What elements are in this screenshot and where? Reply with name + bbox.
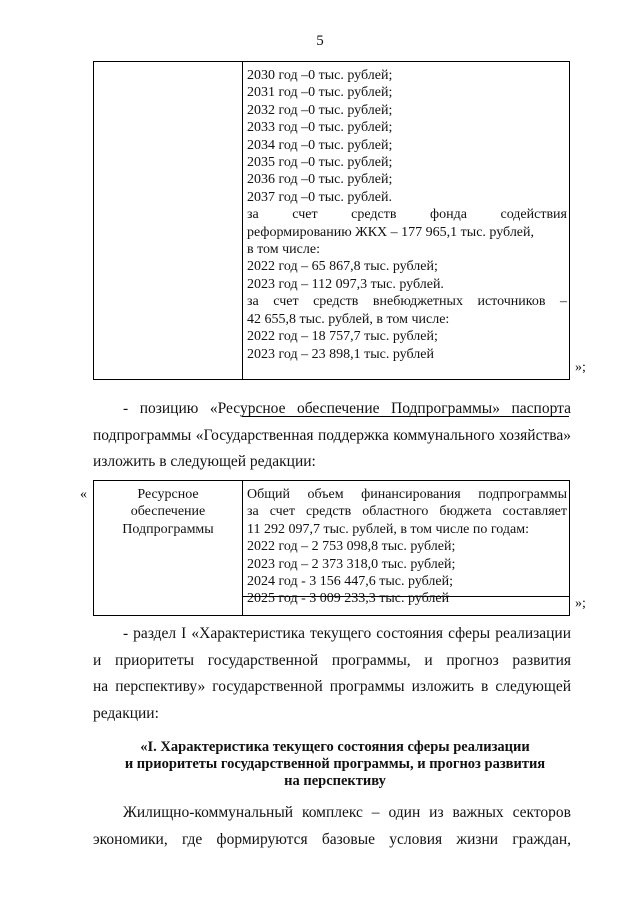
funding-line: 2022 год – 2 753 098,8 тыс. рублей; <box>247 539 456 555</box>
page-number: 5 <box>316 33 324 49</box>
funding-line: 42 655,8 тыс. рублей, в том числе: <box>247 311 450 327</box>
closing-quote: »; <box>575 596 586 611</box>
funding-line: 2036 год –0 тыс. рублей; <box>247 172 393 188</box>
label-line: Подпрограммы <box>122 521 214 537</box>
heading-line: на перспективу <box>284 773 386 789</box>
heading-line: и приоритеты государственной программы, и прогноз развития <box>124 756 546 772</box>
table-cell-label <box>94 486 242 538</box>
funding-line: 2023 год – 2 373 318,0 тыс. рублей; <box>247 556 456 572</box>
amendment-paragraph-2 <box>93 621 571 727</box>
paragraph-line: редакции: <box>93 704 159 722</box>
closing-quote: »; <box>575 360 586 375</box>
table-column-divider <box>242 481 243 615</box>
funding-line: 2023 год – 112 097,3 тыс. рублей. <box>247 276 444 292</box>
section-heading <box>80 739 590 790</box>
funding-line: 2030 год –0 тыс. рублей; <box>247 68 393 83</box>
funding-line: 2023 год – 23 898,1 тыс. рублей <box>247 346 434 362</box>
funding-line: 2033 год –0 тыс. рублей; <box>247 120 393 136</box>
table-resources-continued <box>93 61 570 380</box>
paragraph-line: изложить в следующей редакции: <box>93 453 316 470</box>
funding-line: за счет средств фонда содействия <box>247 207 567 223</box>
funding-line: реформированию ЖКХ – 177 965,1 тыс. рублей, <box>247 224 535 240</box>
funding-line: 2034 год –0 тыс. рублей; <box>247 137 393 153</box>
body-paragraph <box>93 800 571 853</box>
table-cell-funding-details <box>247 486 567 608</box>
funding-line: 2022 год – 18 757,7 тыс. рублей; <box>247 329 438 345</box>
table-resources-new <box>93 480 570 616</box>
table-cell-funding-details <box>247 67 567 363</box>
paragraph-line: Жилищно-коммунальный комплекс – один из важных секторов <box>123 804 571 821</box>
paragraph-line: - позицию «Ресурсное обеспечение Подпрограммы» паспорта <box>123 400 571 417</box>
table-column-divider <box>242 62 243 379</box>
funding-line: 2032 год –0 тыс. рублей; <box>247 102 393 118</box>
funding-line: 2031 год –0 тыс. рублей; <box>247 85 393 101</box>
paragraph-line: экономики, где формируются базовые условия жизни граждан, <box>93 830 571 848</box>
funding-line: 11 292 097,7 тыс. рублей, в том числе по годам: <box>247 521 529 537</box>
paragraph-line: - раздел I «Характеристика текущего состояния сферы реализации <box>123 625 571 642</box>
heading-line: «I. Характеристика текущего состояния сферы реализации <box>140 739 530 755</box>
funding-line: за счет средств внебюджетных источников – <box>247 294 567 310</box>
funding-line: 2037 год –0 тыс. рублей. <box>247 189 392 205</box>
funding-line: 2035 год –0 тыс. рублей; <box>247 155 393 171</box>
funding-line: Общий объем финансирования подпрограммы <box>247 487 567 502</box>
funding-line: 2024 год - 3 156 447,6 тыс. рублей; <box>247 574 454 590</box>
label-line: Ресурсное <box>137 487 199 502</box>
paragraph-line: и приоритеты государственной программы, и прогноз развития <box>93 651 571 669</box>
paragraph-line: подпрограммы «Государственная поддержка коммунального хозяйства» <box>93 426 571 444</box>
funding-line: за счет средств областного бюджета составляет <box>247 504 567 520</box>
paragraph-line: на перспективу» государственной программы изложить в следующей <box>93 678 571 695</box>
opening-quote: « <box>80 487 87 502</box>
funding-line: в том числе: <box>247 242 320 258</box>
funding-line: 2025 год - 3 009 233,3 тыс. рублей <box>247 591 450 607</box>
label-line: обеспечение <box>130 504 206 520</box>
amendment-paragraph-1 <box>93 396 571 476</box>
funding-line: 2022 год – 65 867,8 тыс. рублей; <box>247 259 438 275</box>
